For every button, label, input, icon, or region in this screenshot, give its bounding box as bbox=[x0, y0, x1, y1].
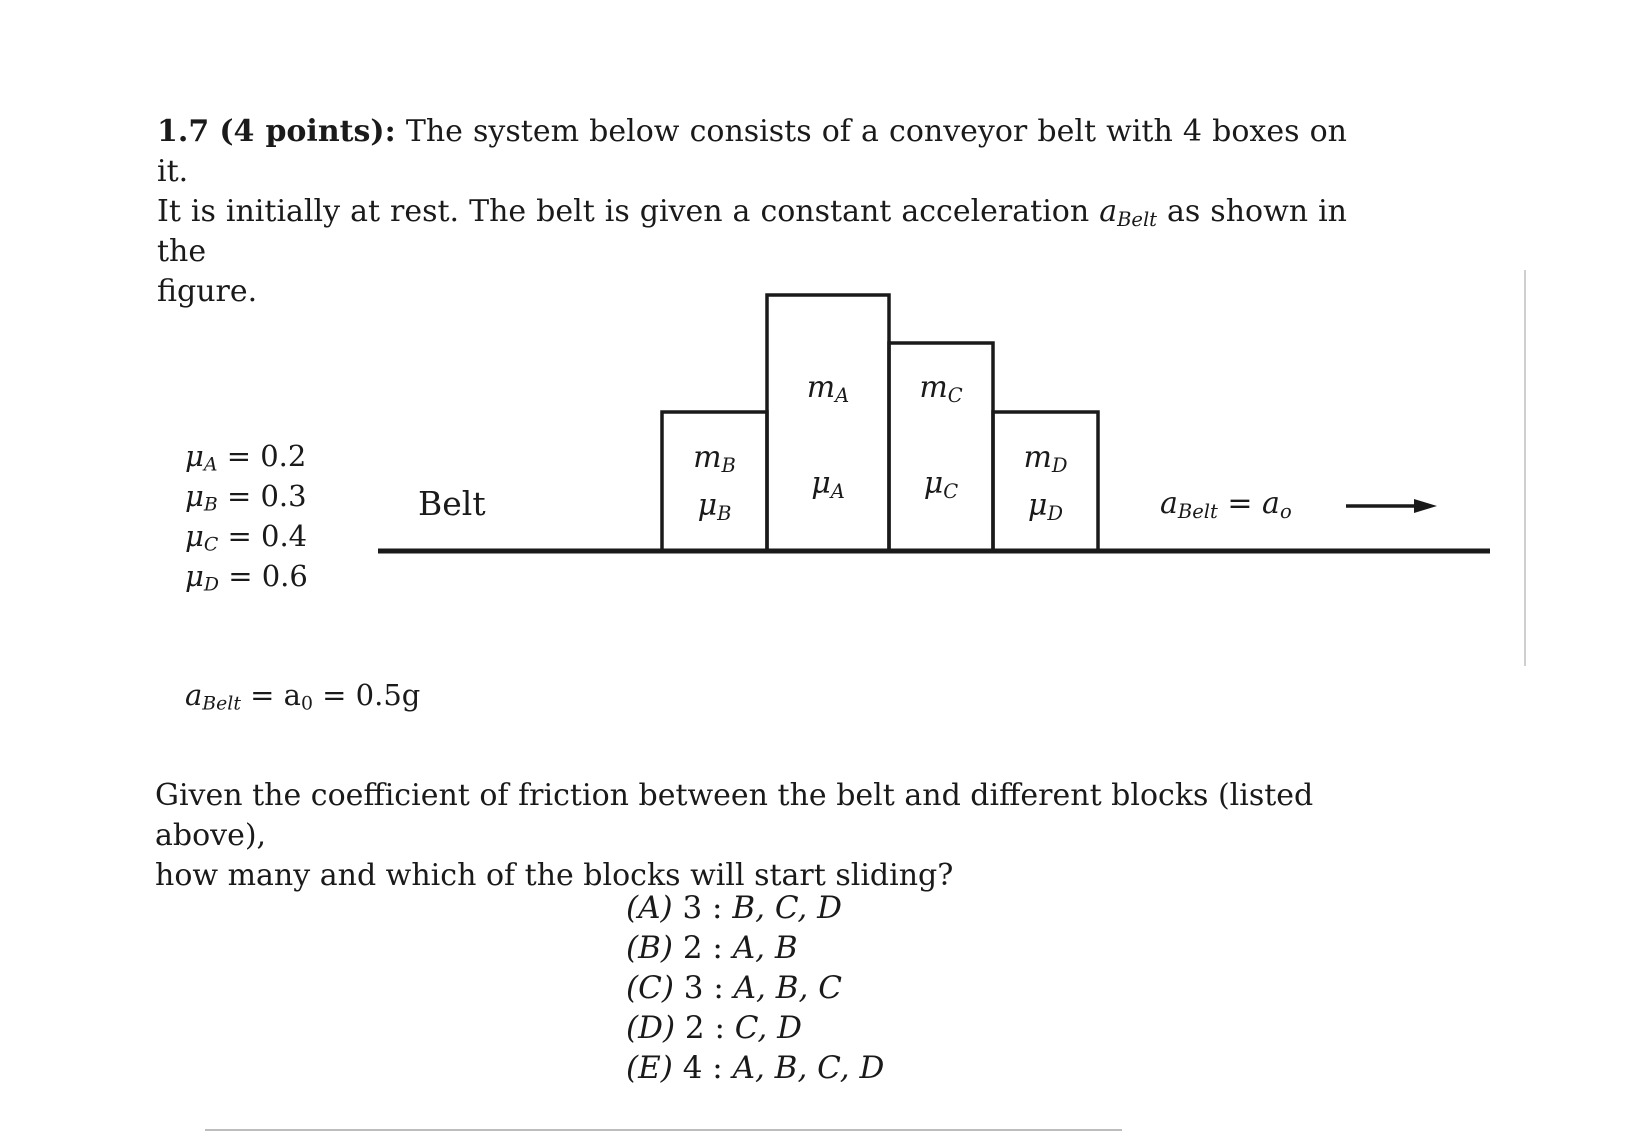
accel-symbol: a bbox=[1099, 194, 1118, 229]
belt-label: Belt bbox=[418, 484, 486, 523]
mu-a-row: $\mu_A = 0.2$ bbox=[185, 439, 307, 476]
mu-c-row: $\mu_C = 0.4$ bbox=[185, 519, 308, 556]
box-b-mu-label: $\mu_B$ bbox=[697, 488, 732, 525]
acceleration-arrow-head bbox=[1414, 499, 1437, 513]
problem-text-line2a: It is initially at rest. The belt is given a constant acceleration bbox=[157, 194, 1100, 229]
box-b-mass-label: $m_B$ bbox=[693, 440, 736, 477]
box-b bbox=[662, 412, 767, 551]
problem-text-line3: figure. bbox=[157, 274, 258, 309]
box-a bbox=[767, 295, 889, 551]
question-line2: how many and which of the blocks will start sliding? bbox=[155, 858, 954, 893]
choice-a: (A) 3 : B, C, D bbox=[626, 890, 842, 926]
box-d-mass-label: $m_D$ bbox=[1023, 440, 1068, 477]
box-c-mass-label: $m_C$ bbox=[919, 370, 963, 407]
mu-b-row: $\mu_B = 0.3$ bbox=[185, 479, 307, 516]
box-a-mu-label: $\mu_A$ bbox=[811, 466, 845, 503]
problem-number: 1.7 bbox=[157, 114, 210, 149]
question-line1: Given the coefficient of friction between the belt and different blocks (listed above), bbox=[155, 778, 1314, 853]
choice-e: (E) 4 : A, B, C, D bbox=[626, 1050, 885, 1086]
problem-points: (4 points): bbox=[219, 114, 396, 149]
problem-text-line2b: as shown in the bbox=[157, 194, 1347, 269]
answer-choices bbox=[626, 888, 884, 1088]
choice-c: (C) 3 : A, B, C bbox=[626, 970, 842, 1006]
box-a-mass-label: $m_A$ bbox=[806, 370, 850, 407]
choice-d: (D) 2 : C, D bbox=[626, 1010, 802, 1046]
accel-subscript: Belt bbox=[1117, 207, 1158, 231]
box-c-mu-label: $\mu_C$ bbox=[923, 466, 959, 503]
box-d-mu-label: $\mu_D$ bbox=[1027, 488, 1064, 525]
mu-d-row: $\mu_D = 0.6$ bbox=[185, 559, 308, 596]
acceleration-equation: $a_{Belt} = a_0 = 0.5g$ bbox=[185, 678, 421, 715]
problem-text-line1: The system below consists of a conveyor belt with 4 boxes on it. bbox=[157, 114, 1347, 189]
question-text bbox=[155, 776, 1345, 896]
box-d bbox=[993, 412, 1098, 551]
choice-b: (B) 2 : A, B bbox=[626, 930, 798, 966]
belt-acceleration-label: $a_{Belt} = a_o$ bbox=[1160, 486, 1292, 523]
